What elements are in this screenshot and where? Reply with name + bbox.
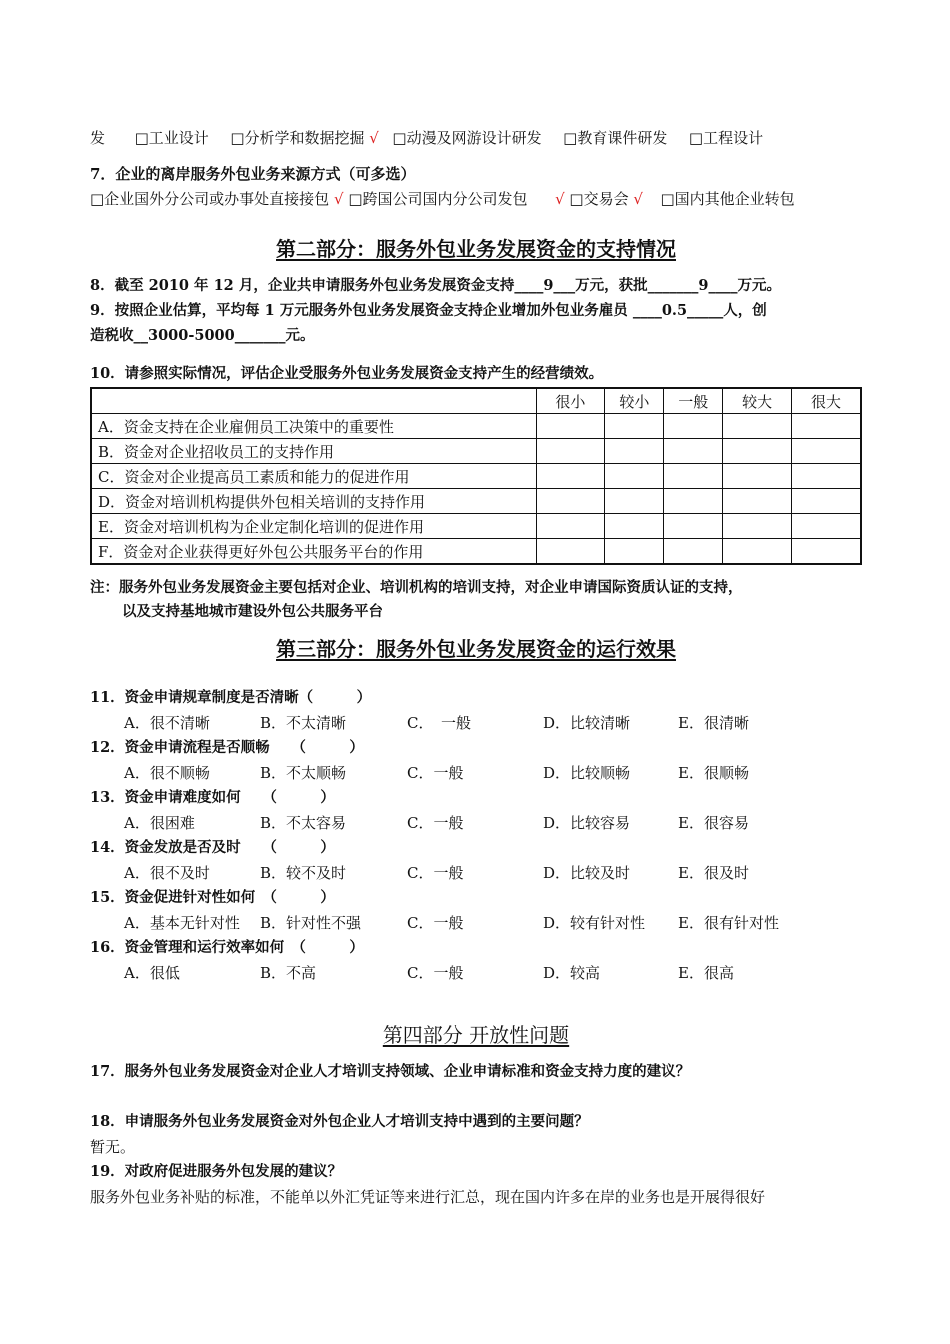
rating-cell[interactable] [664,514,723,539]
q6-options-line [90,128,763,148]
answer-option[interactable]: D．较高 [543,964,601,982]
table-header-cell: 很小 [536,388,605,414]
question-title: 12．资金申请流程是否顺畅 （ ） [90,739,364,756]
table-header-cell: 较大 [723,388,792,414]
performance-table [90,387,862,565]
rating-cell[interactable] [664,414,723,439]
rating-cell[interactable] [536,514,605,539]
answer-option[interactable]: C．一般 [407,914,464,932]
check-mark-icon: √ [333,190,344,208]
answer-option[interactable]: D．比较顺畅 [543,764,631,782]
rating-cell[interactable] [723,539,792,565]
q7-option-trade-fair: □交易会 [569,190,629,208]
q19-text: 19．对政府促进服务外包发展的建议？ [90,1163,343,1180]
rating-cell[interactable] [536,414,605,439]
rating-cell[interactable] [723,414,792,439]
answer-option[interactable]: E．很有针对性 [678,914,779,932]
rating-cell[interactable] [723,489,792,514]
q10-title: 10．请参照实际情况，评估企业受服务外包业务发展资金支持产生的经营绩效。 [90,365,604,382]
q7-option-multinational: □跨国公司国内分公司发包 [348,190,528,208]
q7-option-domestic-subcontract: □国内其他企业转包 [660,190,795,208]
answer-option[interactable]: C．一般 [407,864,464,882]
table-row-label: A．资金支持在企业雇佣员工决策中的重要性 [91,414,536,439]
table-row-label: C．资金对企业提高员工素质和能力的促进作用 [91,464,536,489]
answer-option[interactable]: C．一般 [407,764,464,782]
table-header-blank [91,388,536,414]
table-row [91,439,861,464]
q7-title: 7．企业的离岸服务外包业务来源方式（可多选） [90,165,416,183]
table-row-label: E．资金对培训机构为企业定制化培训的促进作用 [91,514,536,539]
answer-option[interactable]: B．不高 [260,964,317,982]
rating-cell[interactable] [605,514,664,539]
check-mark-icon: √ [369,129,379,147]
q6-lead: 发 [90,129,106,147]
table-row-label: B．资金对企业招收员工的支持作用 [91,439,536,464]
rating-cell[interactable] [792,514,861,539]
answer-option[interactable]: D．较有针对性 [543,914,646,932]
table-header-cell: 较小 [605,388,664,414]
rating-cell[interactable] [664,489,723,514]
rating-cell[interactable] [605,539,664,565]
table-row-label: D．资金对培训机构提供外包相关培训的支持作用 [91,489,536,514]
q6-option-courseware: □教育课件研发 [563,129,668,147]
q6-option-engineering: □工程设计 [688,129,764,147]
rating-cell[interactable] [664,539,723,565]
answer-option[interactable]: B．针对性不强 [260,914,362,932]
note-line2: 以及支持基地城市建设外包公共服务平台 [122,603,383,620]
rating-cell[interactable] [792,539,861,565]
answer-option[interactable]: A．很不顺畅 [124,764,210,782]
rating-cell[interactable] [664,439,723,464]
check-mark-icon: √ [633,190,643,208]
answer-option[interactable]: B．不太清晰 [260,714,347,732]
table-row [91,489,861,514]
table-row [91,464,861,489]
table-row [91,514,861,539]
question-title: 13．资金申请难度如何 （ ） [90,789,335,806]
part3-heading-text: 第三部分：服务外包业务发展资金的运行效果 [276,637,676,661]
table-row [91,539,861,565]
table-header-cell: 一般 [664,388,723,414]
q9-text-line2: 造税收__3000-5000_______元。 [90,327,315,344]
answer-option[interactable]: E．很顺畅 [678,764,749,782]
table-header-row [91,388,861,414]
question-title: 11．资金申请规章制度是否清晰（ ） [90,689,372,706]
q18-text: 18．申请服务外包业务发展资金对外包企业人才培训支持中遇到的主要问题？ [90,1113,589,1130]
rating-cell[interactable] [792,489,861,514]
answer-option[interactable]: A．很低 [124,964,180,982]
answer-option[interactable]: C． 一般 [407,714,471,732]
rating-cell[interactable] [536,464,605,489]
answer-option[interactable]: D．比较及时 [543,864,631,882]
answer-option[interactable]: B．较不及时 [260,864,347,882]
answer-option[interactable]: A．很不及时 [124,864,210,882]
q7-options-line [90,189,795,209]
rating-cell[interactable] [792,414,861,439]
rating-cell[interactable] [792,464,861,489]
rating-cell[interactable] [723,439,792,464]
part4-heading-text: 第四部分 开放性问题 [382,1023,570,1047]
part2-heading-text: 第二部分：服务外包业务发展资金的支持情况 [276,237,676,261]
answer-option[interactable]: E．很及时 [678,864,749,882]
part3-heading [90,636,862,662]
answer-option[interactable]: C．一般 [407,964,464,982]
table-header-cell: 很大 [792,388,861,414]
table-row [91,414,861,439]
q9-text-line1: 9．按照企业估算，平均每 1 万元服务外包业务发展资金支持企业增加外包业务雇员 ____0.5_____人，创 [90,302,767,319]
answer-option[interactable]: D．比较清晰 [543,714,631,732]
rating-cell[interactable] [536,489,605,514]
answer-option[interactable]: A．很不清晰 [124,714,210,732]
answer-option[interactable]: B．不太顺畅 [260,764,347,782]
table-row-label: F．资金对企业获得更好外包公共服务平台的作用 [91,539,536,565]
rating-cell[interactable] [664,464,723,489]
q17-text: 17．服务外包业务发展资金对企业人才培训支持领域、企业申请标准和资金支持力度的建议？ [90,1063,691,1080]
question-title: 16．资金管理和运行效率如何 （ ） [90,939,364,956]
rating-cell[interactable] [605,414,664,439]
answer-option[interactable]: E．很高 [678,964,734,982]
answer-option[interactable]: E．很清晰 [678,714,749,732]
rating-cell[interactable] [536,439,605,464]
q6-option-animation: □动漫及网游设计研发 [392,129,542,147]
rating-cell[interactable] [605,464,664,489]
q6-option-industrial-design: □工业设计 [134,129,209,147]
answer-option[interactable]: D．比较容易 [543,814,631,832]
q7-option-overseas-branch: □企业国外分公司或办事处直接接包 [90,190,330,208]
q18-answer: 暂无。 [90,1138,136,1156]
answer-option[interactable]: E．很容易 [678,814,749,832]
rating-cell[interactable] [605,489,664,514]
q8-text: 8．截至 2010 年 12 月，企业共申请服务外包业务发展资金支持____9___万元，获批_______9____万元。 [90,277,781,294]
q6-option-data-mining: □分析学和数据挖掘 [230,129,365,147]
check-mark-icon: √ [555,190,565,208]
answer-option[interactable]: B．不太容易 [260,814,347,832]
question-title: 15．资金促进针对性如何 （ ） [90,889,335,906]
rating-cell[interactable] [723,514,792,539]
q19-answer: 服务外包业务补贴的标准，不能单以外汇凭证等来进行汇总，现在国内许多在岸的业务也是开展得很好 [90,1188,766,1206]
rating-cell[interactable] [536,539,605,565]
rating-cell[interactable] [723,464,792,489]
note-line1: 注：服务外包业务发展资金主要包括对企业、培训机构的培训支持，对企业申请国际资质认证的支持， [90,579,743,596]
rating-cell[interactable] [792,439,861,464]
answer-option[interactable]: C．一般 [407,814,464,832]
rating-cell[interactable] [605,439,664,464]
answer-option[interactable]: A．很困难 [124,814,195,832]
answer-option[interactable]: A．基本无针对性 [124,914,240,932]
part2-heading [90,236,862,262]
question-title: 14．资金发放是否及时 （ ） [90,839,335,856]
part4-heading [90,1022,862,1048]
